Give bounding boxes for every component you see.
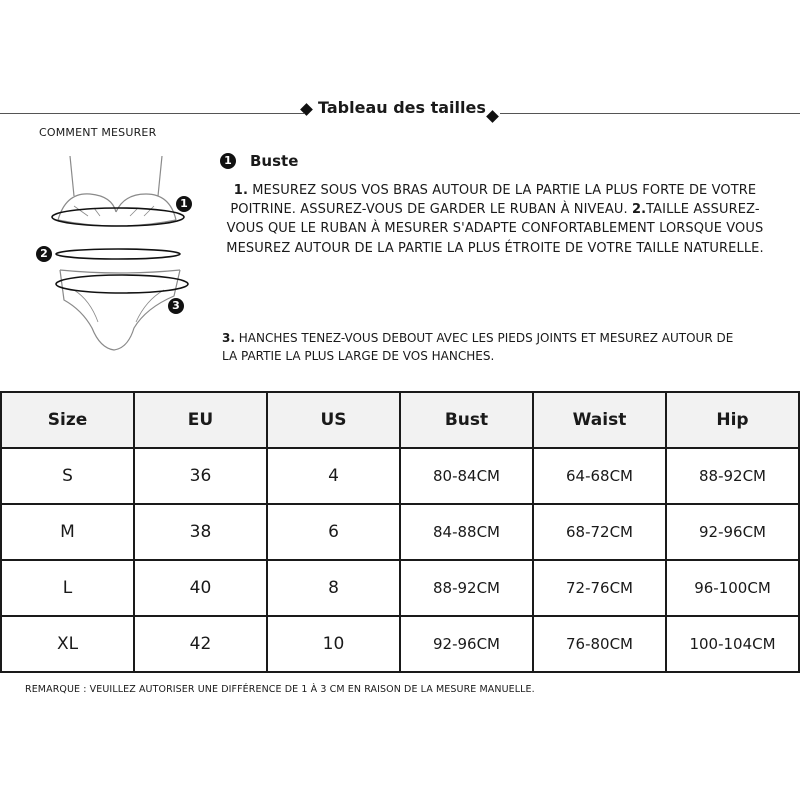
marker-3-badge: 3 (168, 298, 184, 314)
table-row (1, 616, 799, 672)
cell-us: 4 (267, 448, 400, 504)
cell-eu: 38 (134, 504, 267, 560)
cell-size: XL (1, 616, 134, 672)
cell-bust: 92-96CM (400, 616, 533, 672)
bust-tape (52, 208, 184, 226)
hip-tape (56, 275, 188, 293)
header-rule-right (500, 113, 800, 114)
diamond-icon (486, 110, 499, 123)
waist-item2-text: TAILLE ASSUREZ-VOUS QUE LE RUBAN À MESURER S'ADAPTE CONFORTABLEMENT LORSQUE VOUS MESUREZ AUTOUR DE LA PARTIE LA PLUS ÉTROITE DE VOTRE TAILLE NATURELLE. (226, 202, 764, 256)
cell-waist: 76-80CM (533, 616, 666, 672)
cell-us: 6 (267, 504, 400, 560)
marker-1-badge: 1 (176, 196, 192, 212)
cell-eu: 40 (134, 560, 267, 616)
size-table (0, 391, 800, 673)
diagram-label: COMMENT MESURER (39, 126, 157, 139)
hips-text: HANCHES TENEZ-VOUS DEBOUT AVEC LES PIEDS JOINTS ET MESUREZ AUTOUR DE LA PARTIE LA PLUS LARGE DE VOS HANCHES. (222, 331, 734, 363)
hips-instructions (222, 330, 742, 365)
measurement-note: REMARQUE : VEUILLEZ AUTORISER UNE DIFFÉRENCE DE 1 À 3 CM EN RAISON DE LA MESURE MANUELLE. (25, 684, 535, 695)
strap-right (158, 156, 162, 196)
cell-bust: 84-88CM (400, 504, 533, 560)
waist-item2-number: 2. (631, 202, 647, 218)
header-bust: Bust (400, 392, 533, 448)
table-row (1, 504, 799, 560)
cell-size: S (1, 448, 134, 504)
header-waist: Waist (533, 392, 666, 448)
bust-instructions (225, 181, 765, 258)
cell-hip: 96-100CM (666, 560, 799, 616)
bust-item1-number: 1. (233, 183, 248, 198)
bikini-diagram (30, 150, 210, 365)
cell-eu: 36 (134, 448, 267, 504)
strap-left (70, 156, 74, 196)
header-hip: Hip (666, 392, 799, 448)
header-rule-left (0, 113, 304, 114)
cell-size: L (1, 560, 134, 616)
bust-item1-text: MESUREZ SOUS VOS BRAS AUTOUR DE LA PARTIE LA PLUS FORTE DE VOTRE POITRINE. ASSUREZ-VOUS DE GARDER LE RUBAN À NIVEAU. (230, 183, 757, 218)
table-row (1, 448, 799, 504)
bottom-waistband (60, 270, 180, 273)
hips-number: 3. (222, 331, 235, 345)
cell-hip: 92-96CM (666, 504, 799, 560)
bust-title: Buste (250, 152, 299, 170)
cell-hip: 88-92CM (666, 448, 799, 504)
header-us: US (267, 392, 400, 448)
cup-right (116, 194, 176, 220)
cell-waist: 64-68CM (533, 448, 666, 504)
bottom-outline (60, 270, 180, 350)
cell-bust: 80-84CM (400, 448, 533, 504)
cell-hip: 100-104CM (666, 616, 799, 672)
header-size: Size (1, 392, 134, 448)
page-title: Tableau des tailles (318, 98, 486, 117)
cell-eu: 42 (134, 616, 267, 672)
cell-size: M (1, 504, 134, 560)
table-header-row (1, 392, 799, 448)
marker-2-badge: 2 (36, 246, 52, 262)
cell-us: 8 (267, 560, 400, 616)
cell-waist: 68-72CM (533, 504, 666, 560)
bust-number-badge: 1 (220, 153, 236, 169)
cell-bust: 88-92CM (400, 560, 533, 616)
table-row (1, 560, 799, 616)
header-eu: EU (134, 392, 267, 448)
cell-us: 10 (267, 616, 400, 672)
cell-waist: 72-76CM (533, 560, 666, 616)
waist-tape (56, 249, 180, 259)
cup-left (58, 194, 116, 220)
